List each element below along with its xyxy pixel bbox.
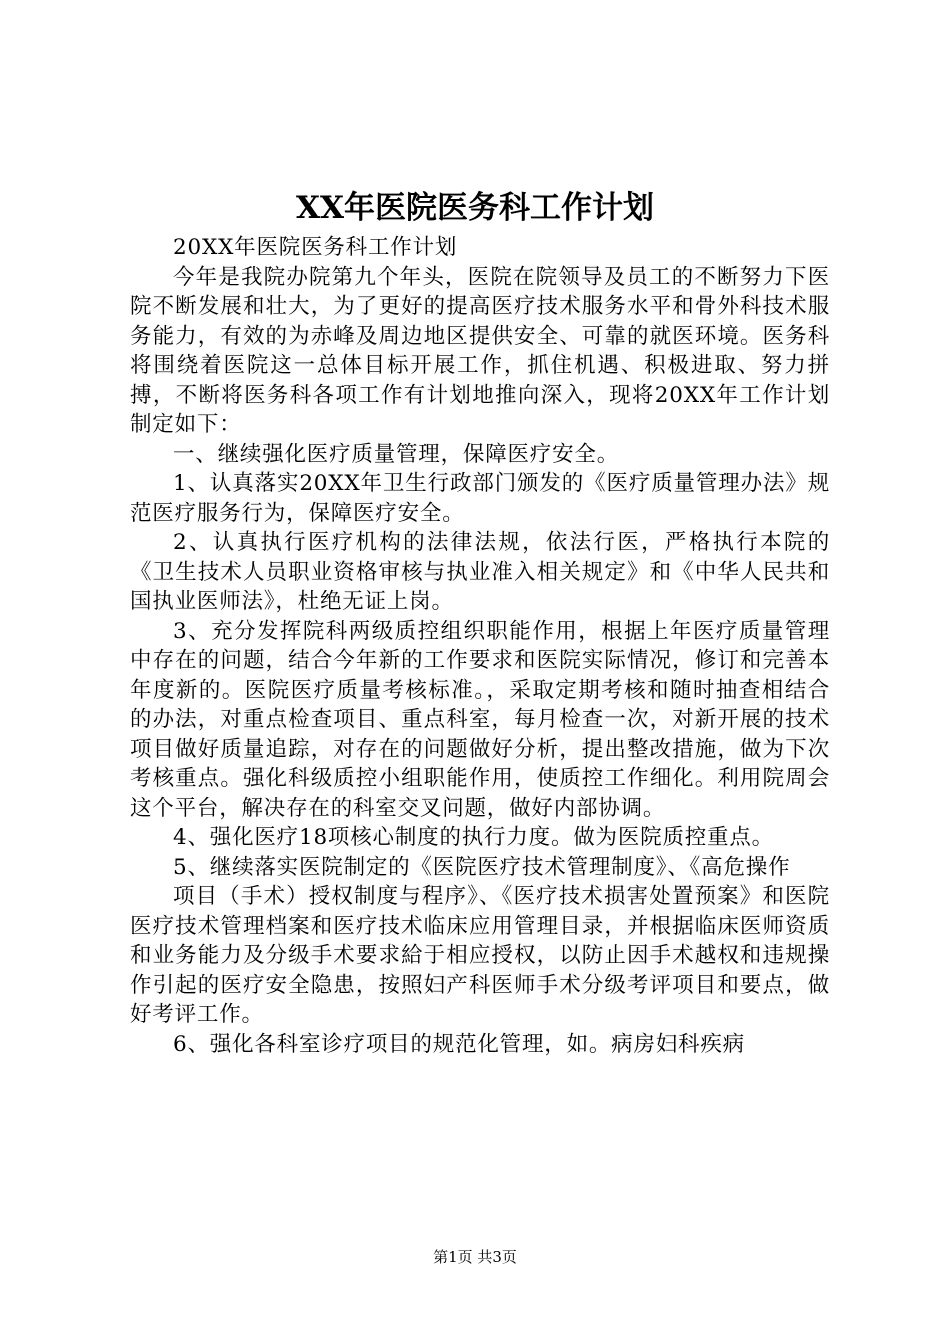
document-title: XX年医院医务科工作计划 xyxy=(295,190,655,226)
paragraph-item-2: 2、认真执行医疗机构的法律法规，依法行医，严格执行本院的《卫生技术人员职业资格审核与执业准入相关规定》和《中华人民共和国执业医师法》，杜绝无证上岗。 xyxy=(130,530,830,614)
paragraph-item-5: 5、继续落实医院制定的《医院医疗技术管理制度》、《高危操作 xyxy=(173,854,791,880)
paragraph-item-5-continued: 项目（手术）授权制度与程序》、《医疗技术损害处置预案》和医院医疗技术管理档案和医疗技术临床应用管理目录，并根据临床医师资质和业务能力及分级手术要求給于相应授权，以防止因手术越权和违规操作引起的医疗安全隐患，按照妇产科医师手术分级考评项目和要点，做好考评工作。 xyxy=(130,884,830,1027)
page-number: 第1页 共3页 xyxy=(433,1248,517,1266)
paragraph-item-4: 4、强化医疗18项核心制度的执行力度。做为医院质控重点。 xyxy=(173,825,774,850)
paragraph-subtitle: 20XX年医院医务科工作计划 xyxy=(173,235,458,260)
paragraph-intro: 今年是我院办院第九个年头，医院在院领导及员工的不断努力下医院不断发展和壮大，为了更好的提高医疗技术服务水平和骨外科技术服务能力，有效的为赤峰及周边地区提供安全、可靠的就医环境。医务科将围绕着医院这一总体目标开展工作，抓住机遇、积极进取、努力拼搏，不断将医务科各项工作有计划地推向深入，现将20XX年工作计划制定如下： xyxy=(130,264,830,437)
paragraph-item-6: 6、强化各科室诊疗项目的规范化管理，如。病房妇科疾病 xyxy=(173,1031,745,1057)
paragraph-section-heading: 一、继续强化医疗质量管理，保障医疗安全。 xyxy=(173,441,620,467)
paragraph-item-3: 3、充分发挥院科两级质控组织职能作用，根据上年医疗质量管理中存在的问题，结合今年新的工作要求和医院实际情况，修订和完善本年度新的。医院医疗质量考核标准。，采取定期考核和随时抽查相结合的办法，对重点检查项目、重点科室，每月检查一次，对新开展的技术项目做好质量追踪，对存在的问题做好分析，提出整改措施，做为下次考核重点。强化科级质控小组职能作用，使质控工作细化。利用院周会这个平台，解决存在的科室交叉问题，做好内部协调。 xyxy=(130,618,830,821)
paragraph-item-1: 1、认真落实20XX年卫生行政部门颁发的《医疗质量管理办法》规范医疗服务行为，保障医疗安全。 xyxy=(130,471,830,526)
document-body xyxy=(130,233,830,1059)
